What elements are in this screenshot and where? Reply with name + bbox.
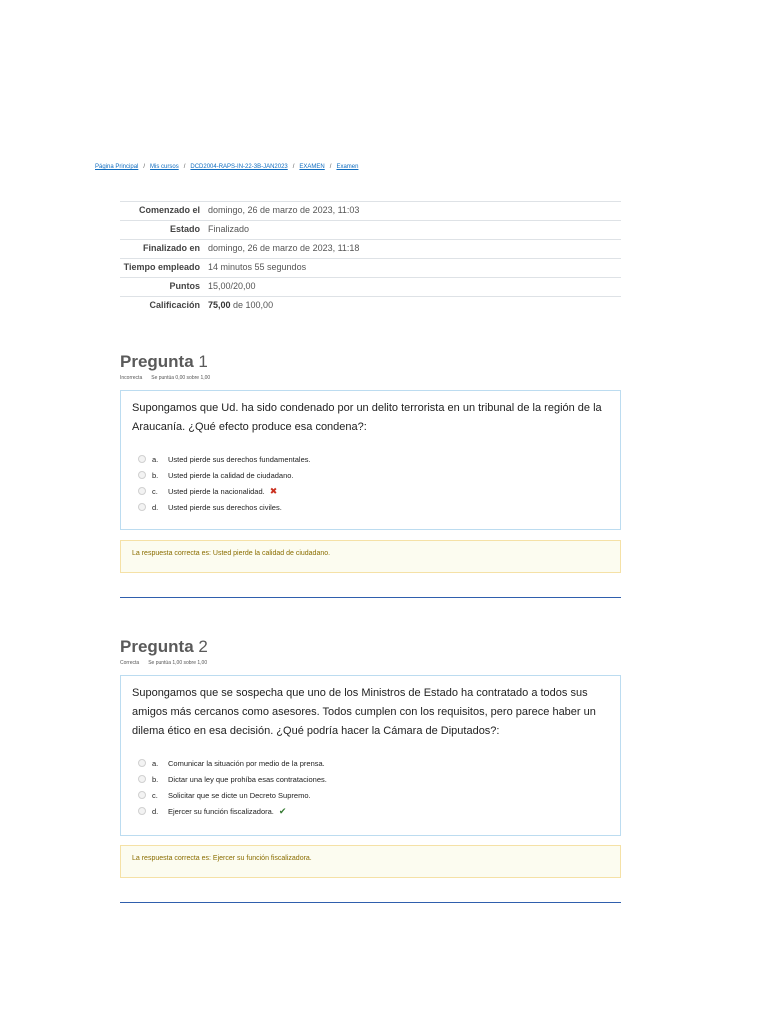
answer-option[interactable] xyxy=(132,499,610,515)
breadcrumb xyxy=(95,164,358,170)
answer-list xyxy=(132,451,610,515)
question-state: Incorrecta xyxy=(120,375,143,381)
question-title-label: Pregunta xyxy=(120,352,194,371)
answer-text: Usted pierde sus derechos civiles. xyxy=(168,502,282,512)
question-1-header xyxy=(120,352,210,381)
attempt-summary-table xyxy=(120,201,621,315)
summary-value: domingo, 26 de marzo de 2023, 11:03 xyxy=(208,202,621,221)
answer-text: Comunicar la situación por medio de la prensa. xyxy=(168,758,325,768)
question-2-feedback: La respuesta correcta es: Ejercer su función fiscalizadora. xyxy=(120,845,621,878)
summary-row-grade xyxy=(120,297,621,316)
question-text: Supongamos que se sospecha que uno de los Ministros de Estado ha contratado a todos sus amigos más cercanos como asesores. Todos cumplen con los requisitos, pero parece haber un dilema ético en esa decisión. ¿Qué podría hacer la Cámara de Diputados?: xyxy=(132,687,596,737)
question-number: 1 xyxy=(198,352,208,371)
answer-option[interactable] xyxy=(132,787,610,803)
grade-scale: de 100,00 xyxy=(230,300,274,310)
radio-button[interactable] xyxy=(138,487,146,495)
radio-button[interactable] xyxy=(138,503,146,511)
question-divider xyxy=(120,902,621,903)
summary-row-started xyxy=(120,202,621,221)
breadcrumb-separator: / xyxy=(183,164,186,170)
question-divider xyxy=(120,597,621,598)
answer-letter: d. xyxy=(152,502,159,512)
breadcrumb-quiz-link[interactable]: Examen xyxy=(336,164,359,170)
question-grade: Se puntúa 0,00 sobre 1,00 xyxy=(151,375,211,381)
question-grade: Se puntúa 1,00 sobre 1,00 xyxy=(148,660,208,666)
answer-letter: a. xyxy=(152,758,159,768)
summary-value: Finalizado xyxy=(208,221,621,240)
summary-value: 14 minutos 55 segundos xyxy=(208,259,621,278)
summary-value: 15,00/20,00 xyxy=(208,278,621,297)
answer-text: Solicitar que se dicte un Decreto Supremo. xyxy=(168,790,311,800)
summary-row-state xyxy=(120,221,621,240)
check-icon: ✔ xyxy=(278,805,287,816)
breadcrumb-courses-link[interactable]: Mis cursos xyxy=(150,164,179,170)
question-number: 2 xyxy=(198,637,208,656)
answer-text: Usted pierde la nacionalidad. xyxy=(168,486,265,496)
question-2-content xyxy=(120,675,621,836)
answer-letter: c. xyxy=(152,486,158,496)
radio-button[interactable] xyxy=(138,807,146,815)
breadcrumb-separator: / xyxy=(329,164,332,170)
cross-icon: ✖ xyxy=(269,485,278,496)
question-text: Supongamos que Ud. ha sido condenado por un delito terrorista en un tribunal de la región de la Araucanía. ¿Qué efecto produce esa condena?: xyxy=(132,402,602,433)
radio-button[interactable] xyxy=(138,759,146,767)
breadcrumb-course-link[interactable]: DCD2004-RAPS-IN-22-3B-JAN2023 xyxy=(190,164,288,170)
question-1-content xyxy=(120,390,621,530)
answer-option[interactable] xyxy=(132,755,610,771)
answer-text: Ejercer su función fiscalizadora. xyxy=(168,806,274,816)
answer-option[interactable] xyxy=(132,467,610,483)
summary-label: Tiempo empleado xyxy=(120,259,208,278)
answer-text: Usted pierde la calidad de ciudadano. xyxy=(168,470,294,480)
question-info xyxy=(120,375,210,381)
question-2-header xyxy=(120,637,208,666)
summary-value xyxy=(208,297,621,316)
answer-letter: a. xyxy=(152,454,159,464)
answer-letter: b. xyxy=(152,470,159,480)
radio-button[interactable] xyxy=(138,471,146,479)
radio-button[interactable] xyxy=(138,775,146,783)
question-info xyxy=(120,660,208,666)
summary-label: Calificación xyxy=(120,297,208,316)
answer-letter: c. xyxy=(152,790,158,800)
question-1-feedback: La respuesta correcta es: Usted pierde la calidad de ciudadano. xyxy=(120,540,621,573)
breadcrumb-separator: / xyxy=(143,164,146,170)
breadcrumb-section-link[interactable]: EXAMEN xyxy=(299,164,325,170)
summary-label: Estado xyxy=(120,221,208,240)
question-title-label: Pregunta xyxy=(120,637,194,656)
summary-label: Finalizado en xyxy=(120,240,208,259)
answer-letter: d. xyxy=(152,806,159,816)
grade-value: 75,00 xyxy=(208,300,231,310)
summary-row-points xyxy=(120,278,621,297)
answer-text: Usted pierde sus derechos fundamentales. xyxy=(168,454,311,464)
answer-list xyxy=(132,755,610,819)
summary-row-finished xyxy=(120,240,621,259)
breadcrumb-home-link[interactable]: Página Principal xyxy=(95,164,139,170)
question-title xyxy=(120,352,210,372)
summary-value: domingo, 26 de marzo de 2023, 11:18 xyxy=(208,240,621,259)
summary-label: Comenzado el xyxy=(120,202,208,221)
summary-label: Puntos xyxy=(120,278,208,297)
answer-letter: b. xyxy=(152,774,159,784)
radio-button[interactable] xyxy=(138,791,146,799)
answer-text: Dictar una ley que prohíba esas contrataciones. xyxy=(168,774,327,784)
answer-option[interactable] xyxy=(132,483,610,499)
radio-button[interactable] xyxy=(138,455,146,463)
answer-option[interactable] xyxy=(132,803,610,819)
question-state: Correcta xyxy=(120,660,140,666)
answer-option[interactable] xyxy=(132,771,610,787)
answer-option[interactable] xyxy=(132,451,610,467)
breadcrumb-separator: / xyxy=(292,164,295,170)
summary-row-time-taken xyxy=(120,259,621,278)
question-title xyxy=(120,637,208,657)
